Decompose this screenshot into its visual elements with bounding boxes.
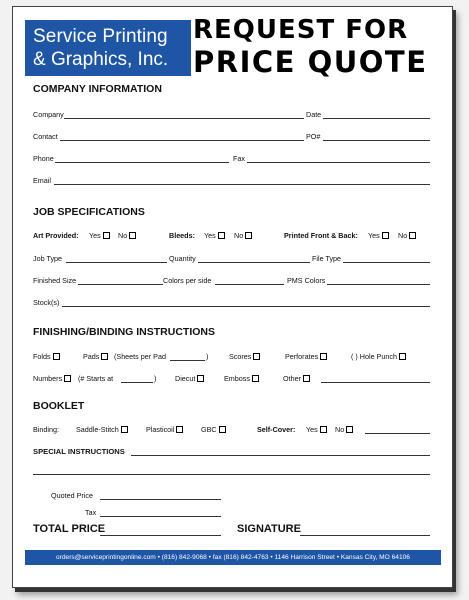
hole-punch-checkbox[interactable] (399, 353, 406, 360)
self-cover-yes-label: Yes (306, 425, 318, 434)
emboss-label: Emboss (224, 374, 250, 383)
logo-line-1: Service Printing (33, 26, 168, 47)
self-cover-label: Self-Cover: (257, 425, 296, 434)
job-specs-heading: JOB SPECIFICATIONS (33, 206, 145, 218)
binding-label: Binding: (33, 425, 59, 434)
saddle-stitch-option[interactable] (76, 425, 128, 434)
company-logo (25, 20, 191, 76)
front-back-yes-option[interactable] (368, 231, 389, 240)
stock-label: Stock(s) (33, 298, 60, 307)
scores-option[interactable] (229, 352, 260, 361)
starts-at-field[interactable] (121, 382, 153, 383)
bleeds-no-option[interactable] (234, 231, 252, 240)
signature-label: SIGNATURE (237, 523, 301, 535)
total-price-field[interactable] (100, 535, 221, 536)
job-type-label: Job Type (33, 254, 63, 263)
bleeds-yes-checkbox[interactable] (218, 232, 225, 239)
self-cover-yes-checkbox[interactable] (320, 426, 327, 433)
saddle-stitch-checkbox[interactable] (121, 426, 128, 433)
bleeds-yes-option[interactable] (204, 231, 225, 240)
finishing-heading: FINISHING/BINDING INSTRUCTIONS (33, 326, 216, 338)
company-label: Company (33, 110, 64, 119)
self-cover-no-checkbox[interactable] (346, 426, 353, 433)
special-instructions-heading: SPECIAL INSTRUCTIONS (33, 447, 125, 456)
art-provided-label: Art Provided: (33, 231, 79, 240)
sheets-per-pad-label: (Sheets per Pad (114, 352, 166, 361)
form-title-line-2: PRICE QUOTE (193, 45, 428, 79)
front-back-no-checkbox[interactable] (409, 232, 416, 239)
folds-label: Folds (33, 352, 51, 361)
perforates-checkbox[interactable] (320, 353, 327, 360)
job-type-field[interactable] (66, 262, 167, 263)
saddle-stitch-label: Saddle-Stitch (76, 425, 119, 434)
logo-line-2: & Graphics, Inc. (33, 49, 169, 70)
email-label: Email (33, 176, 51, 185)
plasticoil-label: Plasticoil (146, 425, 175, 434)
total-price-label: TOTAL PRICE (33, 523, 106, 535)
gbc-label: GBC (201, 425, 217, 434)
front-back-no-label: No (398, 231, 408, 240)
contact-footer: orders@serviceprintingonline.com • (816) 842-9068 • fax (816) 842-4763 • 1146 Harrison Street • Kansas City, MO 64106 (25, 550, 441, 565)
pms-colors-label: PMS Colors (287, 276, 326, 285)
bleeds-label: Bleeds: (169, 231, 195, 240)
diecut-checkbox[interactable] (197, 375, 204, 382)
tax-field[interactable] (100, 516, 221, 517)
special-instructions-line-2[interactable] (33, 474, 430, 475)
signature-field[interactable] (300, 535, 430, 536)
pads-label: Pads (83, 352, 100, 361)
perforates-option[interactable] (285, 352, 327, 361)
plasticoil-option[interactable] (146, 425, 183, 434)
quoted-price-label: Quoted Price (51, 491, 93, 500)
phone-label: Phone (33, 154, 54, 163)
self-cover-no-option[interactable] (335, 425, 353, 434)
other-option[interactable] (283, 374, 310, 383)
file-type-field[interactable] (343, 262, 430, 263)
quoted-price-field[interactable] (100, 499, 221, 500)
company-field[interactable] (64, 118, 304, 119)
other-checkbox[interactable] (303, 375, 310, 382)
bleeds-yes-label: Yes (204, 231, 216, 240)
gbc-option[interactable] (201, 425, 226, 434)
bleeds-no-label: No (234, 231, 244, 240)
diecut-option[interactable] (175, 374, 204, 383)
art-yes-label: Yes (89, 231, 101, 240)
self-cover-yes-option[interactable] (306, 425, 327, 434)
sheets-per-pad-field[interactable] (170, 360, 205, 361)
quote-form-sheet (12, 6, 453, 588)
phone-field[interactable] (55, 162, 229, 163)
numbers-option[interactable] (33, 374, 71, 383)
company-info-heading: COMPANY INFORMATION (33, 83, 162, 95)
colors-per-side-label: Colors per side (163, 276, 212, 285)
pads-checkbox[interactable] (101, 353, 108, 360)
other-field[interactable] (321, 382, 430, 383)
emboss-checkbox[interactable] (252, 375, 259, 382)
stock-field[interactable] (62, 306, 430, 307)
starts-at-close: ) (154, 374, 157, 383)
numbers-checkbox[interactable] (64, 375, 71, 382)
date-field[interactable] (323, 118, 430, 119)
pads-option[interactable] (83, 352, 108, 361)
scores-label: Scores (229, 352, 252, 361)
quantity-field[interactable] (198, 262, 310, 263)
po-label: PO# (306, 132, 321, 141)
perforates-label: Perforates (285, 352, 319, 361)
file-type-label: File Type (312, 254, 342, 263)
sheets-per-pad-close: ) (206, 352, 209, 361)
art-yes-option[interactable] (89, 231, 110, 240)
gbc-checkbox[interactable] (219, 426, 226, 433)
date-label: Date (306, 110, 322, 119)
hole-punch-label: ( ) Hole Punch (351, 352, 397, 361)
front-back-label: Printed Front & Back: (284, 231, 358, 240)
emboss-option[interactable] (224, 374, 259, 383)
plasticoil-checkbox[interactable] (176, 426, 183, 433)
special-instructions-line-1[interactable] (131, 455, 430, 456)
email-field[interactable] (54, 184, 430, 185)
hole-punch-option[interactable] (351, 352, 406, 361)
form-title-line-1: REQUEST FOR (193, 15, 409, 45)
folds-option[interactable] (33, 352, 60, 361)
tax-label: Tax (85, 508, 97, 517)
folds-checkbox[interactable] (53, 353, 60, 360)
front-back-no-option[interactable] (398, 231, 416, 240)
art-no-option[interactable] (118, 231, 136, 240)
numbers-label: Numbers (33, 374, 63, 383)
contact-label: Contact (33, 132, 58, 141)
pms-colors-field[interactable] (327, 284, 430, 285)
bleeds-no-checkbox[interactable] (245, 232, 252, 239)
scores-checkbox[interactable] (253, 353, 260, 360)
finished-size-field[interactable] (78, 284, 163, 285)
other-label: Other (283, 374, 301, 383)
po-field[interactable] (323, 140, 430, 141)
quantity-label: Quantity (169, 254, 196, 263)
front-back-yes-label: Yes (368, 231, 380, 240)
finished-size-label: Finished Size (33, 276, 77, 285)
front-back-yes-checkbox[interactable] (382, 232, 389, 239)
art-no-label: No (118, 231, 128, 240)
booklet-heading: BOOKLET (33, 400, 85, 412)
starts-at-label: (# Starts at (78, 374, 114, 383)
fax-field[interactable] (247, 162, 430, 163)
colors-per-side-field[interactable] (215, 284, 284, 285)
fax-label: Fax (233, 154, 245, 163)
self-cover-field[interactable] (365, 433, 430, 434)
art-no-checkbox[interactable] (129, 232, 136, 239)
self-cover-no-label: No (335, 425, 345, 434)
contact-field[interactable] (60, 140, 304, 141)
art-yes-checkbox[interactable] (103, 232, 110, 239)
diecut-label: Diecut (175, 374, 196, 383)
